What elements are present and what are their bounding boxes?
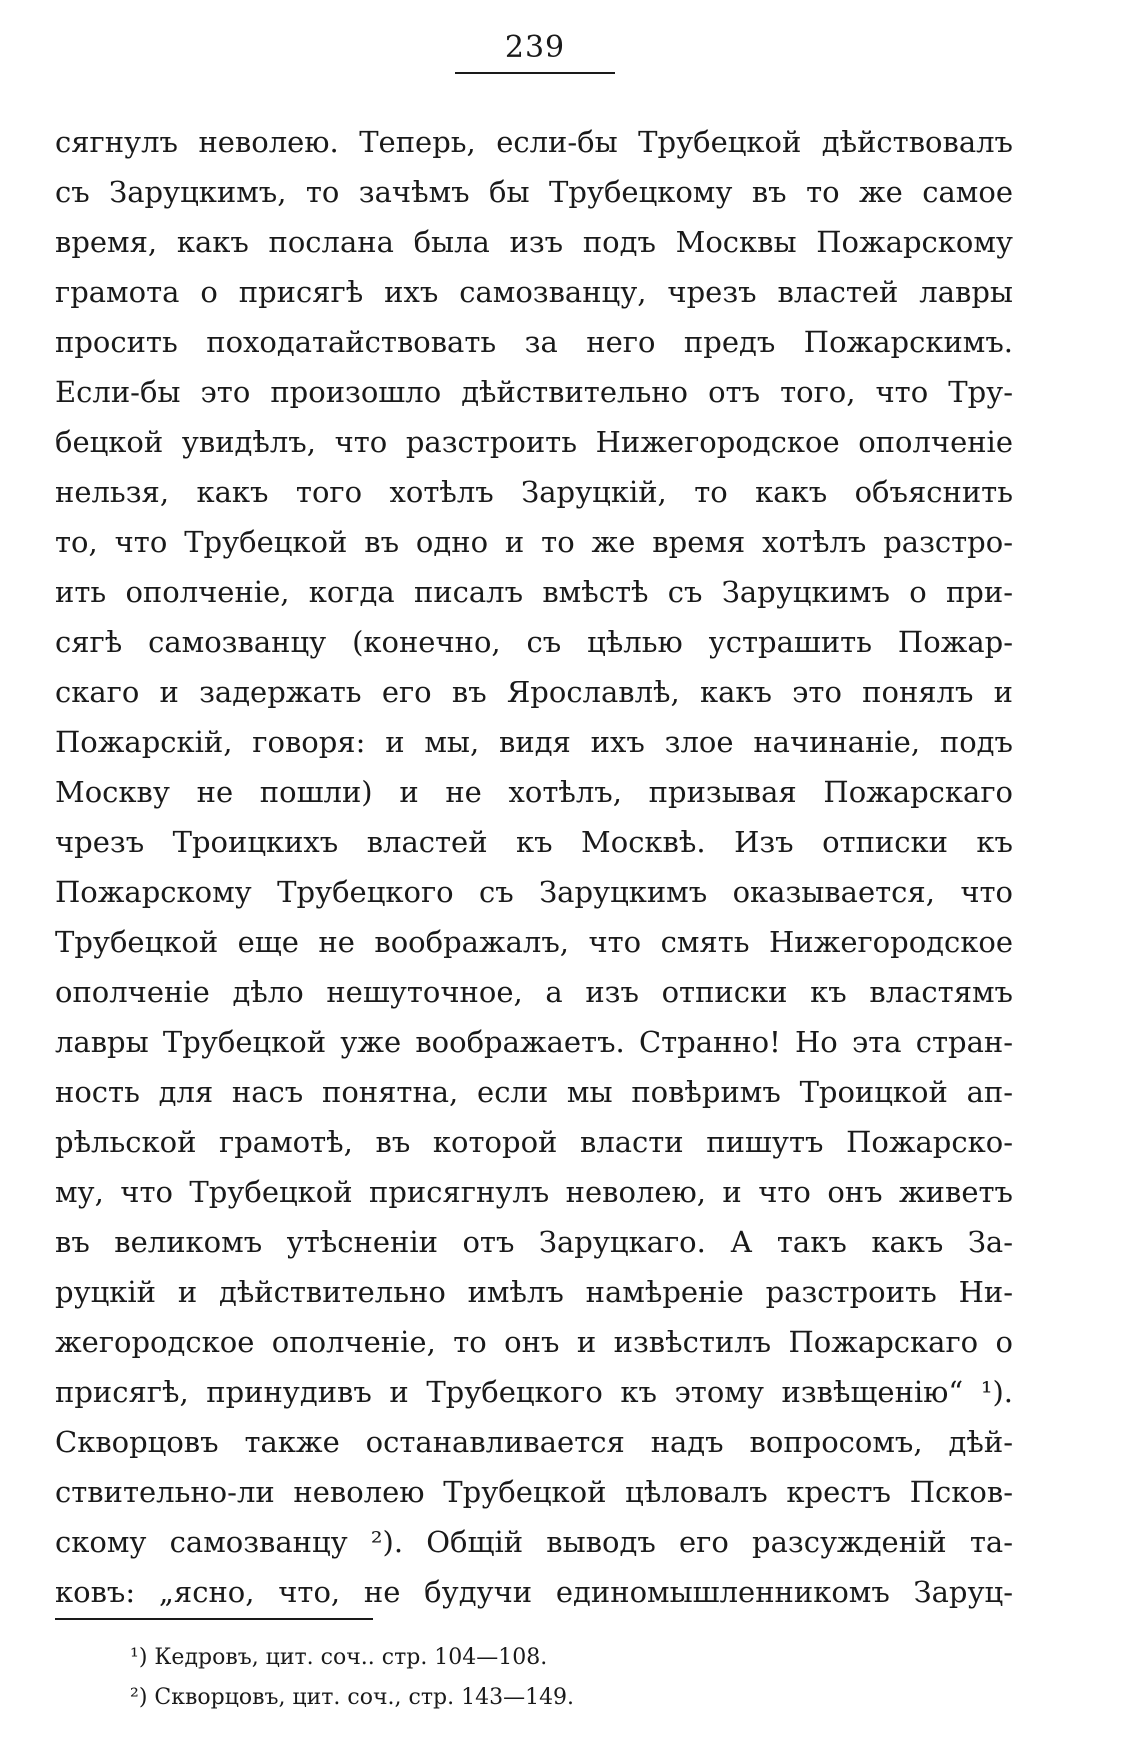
text-line: Пожарскому Трубецкого съ Заруцкимъ оказывается, что (55, 875, 1013, 909)
text-line: скому самозванцу ²). Общій выводъ его разсужденій та- (55, 1525, 1013, 1559)
text-line: Скворцовъ также останавливается надъ вопросомъ, дѣй- (55, 1425, 1013, 1459)
footnote-rule (55, 1618, 373, 1620)
text-line: сягнулъ неволею. Теперь, если-бы Трубецкой дѣйствовалъ (55, 125, 1013, 159)
footnote-2: ²) Скворцовъ, цит. соч., стр. 143—149. (130, 1685, 575, 1710)
text-line: Москву не пошли) и не хотѣлъ, призывая Пожарскаго (55, 775, 1013, 809)
text-line: нельзя, какъ того хотѣлъ Заруцкій, то какъ объяснить (55, 475, 1013, 509)
text-line: грамота о присягѣ ихъ самозванцу, чрезъ властей лавры (55, 275, 1013, 309)
text-line: въ великомъ утѣсненіи отъ Заруцкаго. А такъ какъ За- (55, 1225, 1013, 1259)
text-line: бецкой увидѣлъ, что разстроить Нижегородское ополченіе (55, 425, 1013, 459)
text-line: ность для насъ понятна, если мы повѣримъ Троицкой ап- (55, 1075, 1013, 1109)
footnote-1: ¹) Кедровъ, цит. соч.. стр. 104—108. (130, 1645, 548, 1670)
text-line: время, какъ послана была изъ подъ Москвы Пожарскому (55, 225, 1013, 259)
text-line: Трубецкой еще не воображалъ, что смять Нижегородское (55, 925, 1013, 959)
text-line: жегородское ополченіе, то онъ и извѣстилъ Пожарскаго о (55, 1325, 1013, 1359)
body-text (55, 117, 1013, 1617)
text-line: ковъ: „ясно, что, не будучи единомышленникомъ Заруц- (55, 1575, 1013, 1609)
text-line: чрезъ Троицкихъ властей къ Москвѣ. Изъ отписки къ (55, 825, 1013, 859)
text-line: сягѣ самозванцу (конечно, съ цѣлью устрашить Пожар- (55, 625, 1013, 659)
text-line: му, что Трубецкой присягнулъ неволею, и что онъ живетъ (55, 1175, 1013, 1209)
text-line: рѣльской грамотѣ, въ которой власти пишутъ Пожарско- (55, 1125, 1013, 1159)
footnotes (130, 1638, 830, 1718)
text-line: ополченіе дѣло нешуточное, а изъ отписки къ властямъ (55, 975, 1013, 1009)
text-line: руцкій и дѣйствительно имѣлъ намѣреніе разстроить Ни- (55, 1275, 1013, 1309)
text-line: просить походатайствовать за него предъ Пожарскимъ. (55, 325, 1013, 359)
text-line: Если-бы это произошло дѣйствительно отъ того, что Тру- (55, 375, 1013, 409)
page-number: 239 (504, 30, 566, 65)
text-line: скаго и задержать его въ Ярославлѣ, какъ это понялъ и (55, 675, 1013, 709)
text-line: ить ополченіе, когда писалъ вмѣстѣ съ Заруцкимъ о при- (55, 575, 1013, 609)
text-line: Пожарскій, говоря: и мы, видя ихъ злое начинаніе, подъ (55, 725, 1013, 759)
page-number-rule (455, 72, 615, 74)
text-line: то, что Трубецкой въ одно и то же время хотѣлъ разстро- (55, 525, 1013, 559)
text-line: лавры Трубецкой уже воображаетъ. Странно! Но эта стран- (55, 1025, 1013, 1059)
text-line: присягѣ, принудивъ и Трубецкого къ этому извѣщенію“ ¹). (55, 1375, 1013, 1409)
text-line: ствительно-ли неволею Трубецкой цѣловалъ крестъ Псков- (55, 1475, 1013, 1509)
text-line: съ Заруцкимъ, то зачѣмъ бы Трубецкому въ то же самое (55, 175, 1013, 209)
